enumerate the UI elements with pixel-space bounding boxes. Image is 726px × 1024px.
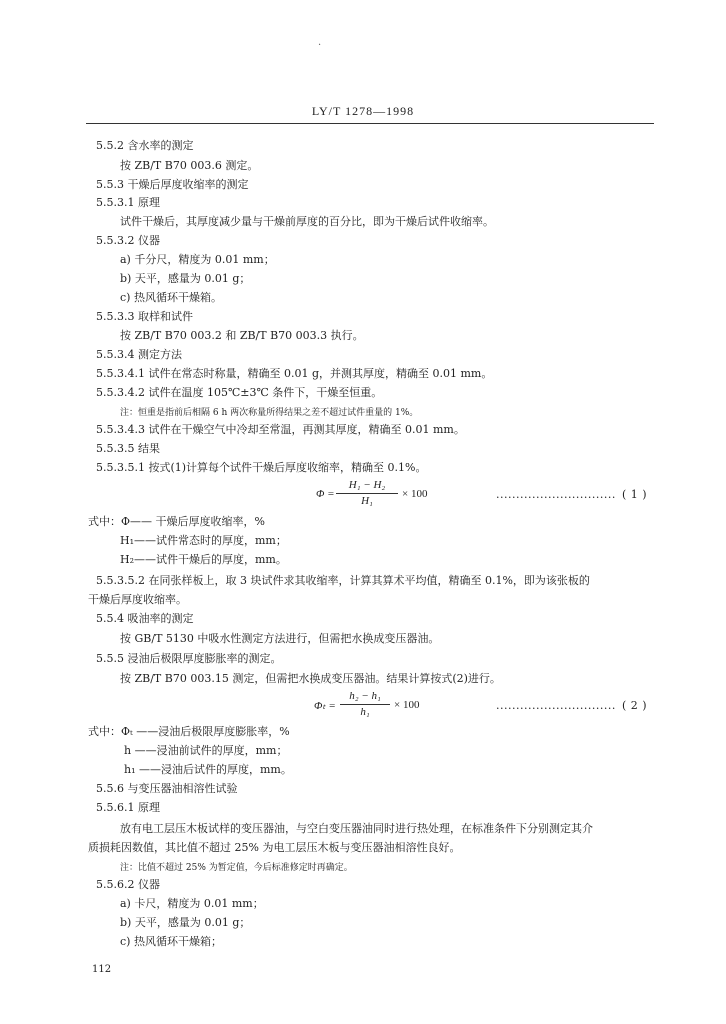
line-body: 按 ZB/T B70 003.6 测定。: [120, 159, 259, 172]
fraction-bar: [336, 493, 398, 494]
line-body: 按 ZB/T B70 003.15 测定，但需把水换成变压器油。结果计算按式(2)进行。: [120, 672, 501, 685]
line-5-5-3-4-2: 5.5.3.4.2 试件在温度 105℃±3℃ 条件下，干燥至恒重。: [96, 386, 383, 399]
formula-2-factor: × 100: [394, 699, 420, 711]
line-5-5-3-4-heading: 5.5.3.4 测定方法: [96, 348, 182, 361]
scan-mark: ·: [318, 40, 322, 51]
list-item: b) 天平，感量为 0.01 g；: [120, 916, 251, 929]
line-body: 试件干燥后，其厚度减少量与干燥前厚度的百分比，即为干燥后试件收缩率。: [120, 215, 494, 228]
where-clause: 式中：Φ—— 干燥后厚度收缩率，%: [88, 515, 265, 528]
formula-2-label: ( 2 ): [622, 699, 648, 712]
list-item: b) 天平，感量为 0.01 g；: [120, 272, 251, 285]
line-5-5-5-heading: 5.5.5 浸油后极限厚度膨胀率的测定。: [96, 652, 282, 665]
list-item: c) 热风循环干燥箱；: [120, 935, 222, 948]
line-body: 按 GB/T 5130 中吸水性测定方法进行，但需把水换成变压器油。: [120, 632, 440, 645]
line-body: 按 ZB/T B70 003.2 和 ZB/T B70 003.3 执行。: [120, 329, 364, 342]
line-5-5-6-1-heading: 5.5.6.1 原理: [96, 801, 160, 814]
formula-2-leader-dots: ..............................: [496, 699, 616, 712]
header-rule: [86, 123, 654, 124]
note-constant-weight: 注：恒重是指前后相隔 6 h 两次称量所得结果之差不超过试件重量的 1%。: [120, 408, 419, 418]
line-5-5-3-5-2: 5.5.3.5.2 在同张样板上，取 3 块试件求其收缩率，计算其算术平均值，精确至 0.1%，即为该张板的: [96, 574, 590, 587]
list-item: a) 卡尺，精度为 0.01 mm；: [120, 897, 264, 910]
formula-1-leader-dots: ..............................: [496, 488, 616, 501]
line-5-5-6-heading: 5.5.6 与变压器油相溶性试验: [96, 782, 238, 795]
variable-definition: H₁——试件常态时的厚度，mm；: [120, 534, 287, 547]
line-5-5-3-heading: 5.5.3 干燥后厚度收缩率的测定: [96, 178, 249, 191]
variable-definition: h₁ ——浸油后试件的厚度，mm。: [124, 763, 292, 776]
line-5-5-3-1-heading: 5.5.3.1 原理: [96, 196, 160, 209]
line-5-5-3-5-1: 5.5.3.5.1 按式(1)计算每个试件干燥后厚度收缩率，精确至 0.1%。: [96, 461, 427, 474]
formula-1-label: ( 1 ): [622, 488, 648, 501]
formula-2-numerator: h₂ − h₁: [349, 690, 381, 702]
line-body: 干燥后厚度收缩率。: [88, 593, 187, 606]
line-body: 质损耗因数值，其比值不超过 25% 为电工层压木板与变压器油相溶性良好。: [88, 841, 461, 854]
formula-1-numerator: H₁ − H₂: [348, 479, 386, 491]
formula-1-fraction: [336, 479, 398, 511]
note-ratio: 注：比值不超过 25% 为暂定值，今后标准修定时再确定。: [120, 863, 353, 873]
where-clause: 式中：Φₜ ——浸油后极限厚度膨胀率，%: [88, 725, 290, 738]
formula-1-denominator: H₁: [361, 495, 373, 507]
list-item: c) 热风循环干燥箱。: [120, 291, 222, 304]
fraction-bar: [340, 704, 390, 705]
formula-2-fraction: [340, 690, 390, 722]
document-header: LY/T 1278—1998: [311, 104, 415, 118]
formula-2-denominator: h₁: [360, 706, 370, 718]
formula-1-factor: × 100: [402, 488, 428, 500]
line-5-5-3-4-1: 5.5.3.4.1 试件在常态时称量，精确至 0.01 g，并测其厚度，精确至 0.01 mm。: [96, 367, 493, 380]
line-5-5-3-3-heading: 5.5.3.3 取样和试件: [96, 310, 193, 323]
line-5-5-2-heading: 5.5.2 含水率的测定: [96, 139, 194, 152]
line-5-5-3-4-3: 5.5.3.4.3 试件在干燥空气中冷却至常温，再测其厚度，精确至 0.01 mm。: [96, 423, 465, 436]
line-body: 放有电工层压木板试样的变压器油，与空白变压器油同时进行热处理，在标准条件下分别测定其介: [120, 822, 593, 835]
variable-definition: h ——浸油前试件的厚度，mm；: [124, 744, 288, 757]
formula-2-lhs: Φₜ =: [314, 700, 336, 712]
line-5-5-3-5-heading: 5.5.3.5 结果: [96, 442, 160, 455]
line-5-5-6-2-heading: 5.5.6.2 仪器: [96, 878, 160, 891]
variable-definition: H₂——试件干燥后的厚度，mm。: [120, 553, 287, 566]
formula-1-lhs: Φ =: [316, 488, 335, 500]
line-5-5-3-2-heading: 5.5.3.2 仪器: [96, 234, 160, 247]
line-5-5-4-heading: 5.5.4 吸油率的测定: [96, 612, 194, 625]
page-number: 112: [92, 964, 112, 975]
list-item: a) 千分尺，精度为 0.01 mm；: [120, 253, 275, 266]
